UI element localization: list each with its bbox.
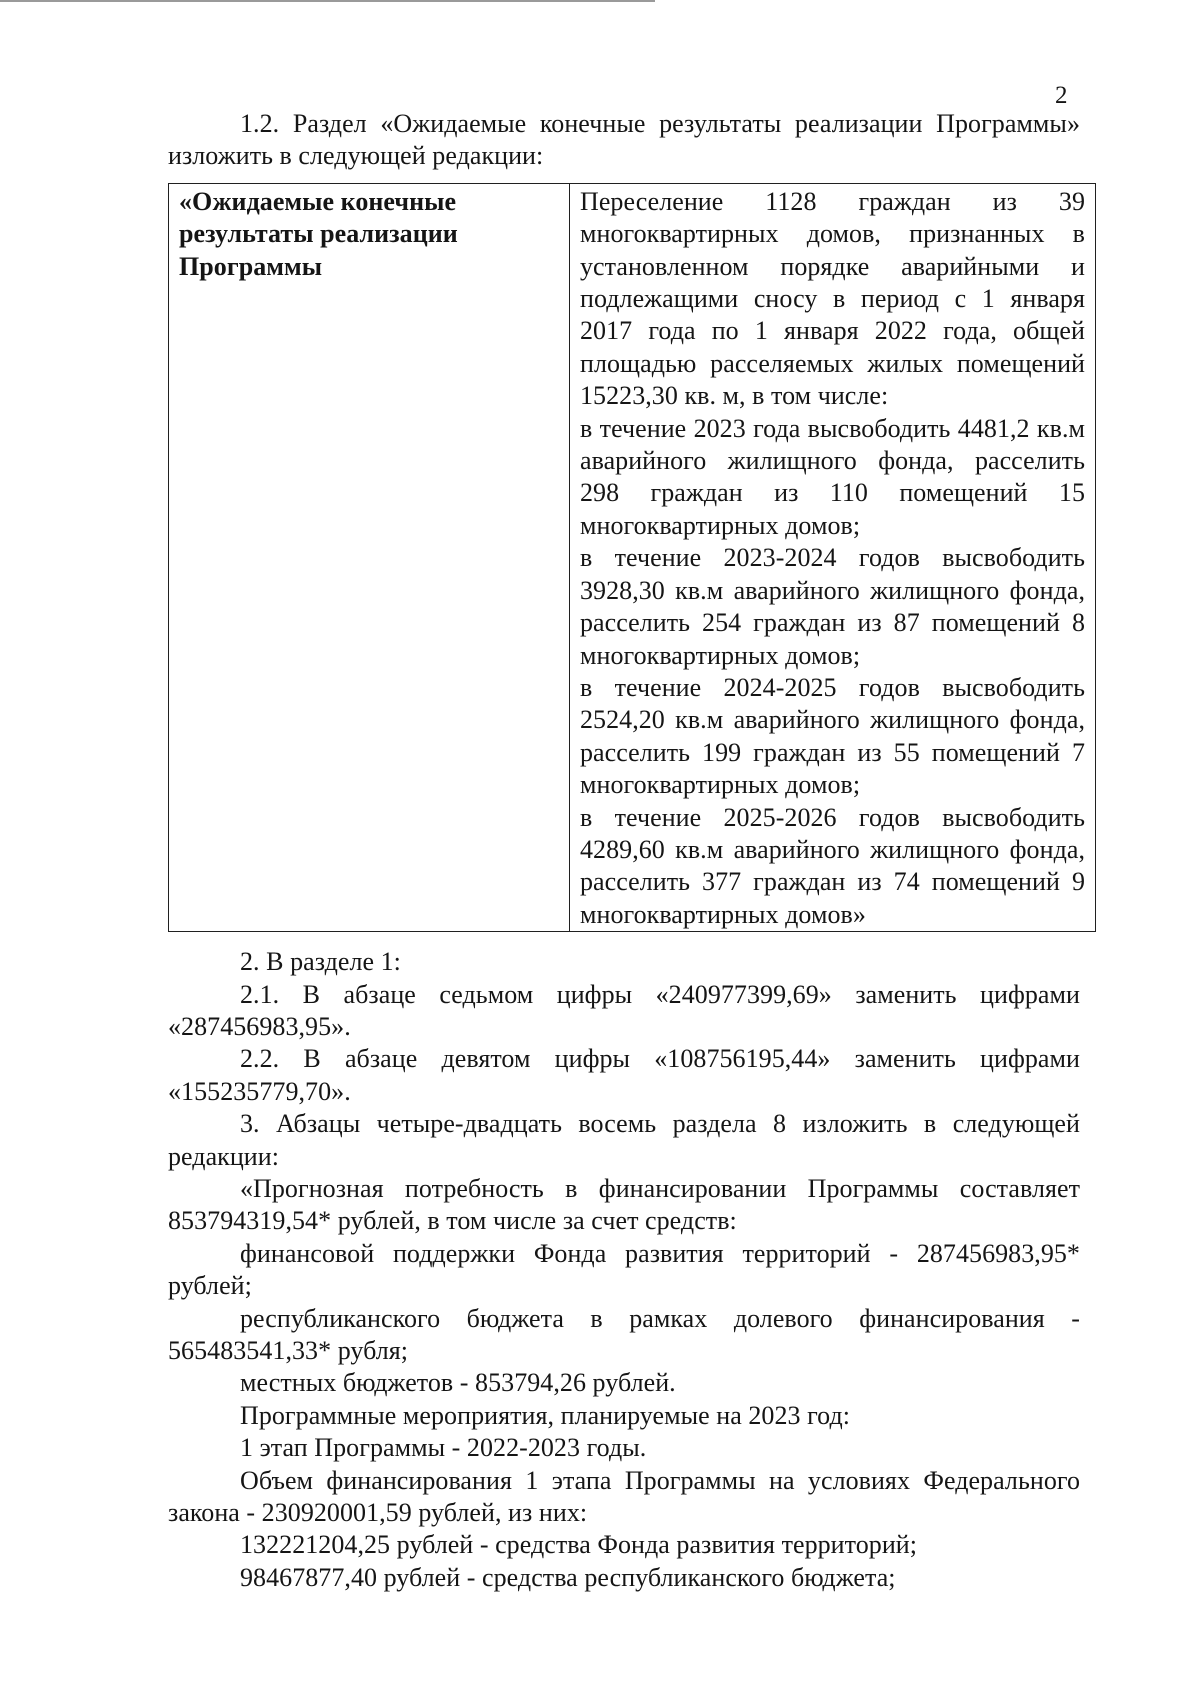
results-table-wrapper: [168, 183, 1085, 932]
paragraph-2-1: 2.1. В абзаце седьмом цифры «240977399,69» заменить цифрами «287456983,95».: [168, 979, 1080, 1041]
results-line-5: в течение 2025-2026 годов высвободить 4289,60 кв.м аварийного жилищного фонда, расселить 377 граждан из 74 помещений 9 многоквартирных домов»: [580, 802, 1085, 929]
intro-paragraph: 1.2. Раздел «Ожидаемые конечные результаты реализации Программы» изложить в следующей редакции:: [168, 109, 1080, 171]
paragraph-section-1: 2. В разделе 1:: [240, 947, 401, 977]
results-table: [168, 183, 1096, 932]
paragraph-2-2: 2.2. В абзаце девятом цифры «108756195,44» заменить цифрами «155235779,70».: [168, 1044, 1080, 1106]
local-budget-paragraph: местных бюджетов - 853794,26 рублей.: [240, 1368, 676, 1398]
results-line-4: в течение 2024-2025 годов высвободить 2524,20 кв.м аварийного жилищного фонда, расселить 199 граждан из 55 помещений 7 многоквартирных домов;: [580, 672, 1085, 800]
program-events-paragraph: Программные мероприятия, планируемые на 2023 год:: [240, 1400, 851, 1430]
results-line-1: Переселение 1128 граждан из 39 многоквартирных домов, признанных в установленном порядке аварийными и подлежащими сносу в период с 1 января 2017 года по 1 января 2022 года, общей площадью расселяемых жилых помещений 15223,30 кв. м, в том числе:: [580, 186, 1085, 411]
document-body: [168, 108, 1085, 1594]
fund-amount-paragraph: 132221204,25 рублей - средства Фонда развития территорий;: [240, 1530, 918, 1560]
results-table-right-cell: [570, 183, 1096, 931]
results-line-2: в течение 2023 года высвободить 4481,2 кв.м аварийного жилищного фонда, расселить 298 граждан из 110 помещений 15 многоквартирных домов;: [580, 413, 1085, 540]
stage-financing-paragraph: Объем финансирования 1 этапа Программы на условиях Федерального закона - 230920001,59 рублей, из них:: [168, 1465, 1080, 1528]
scan-edge-line: [0, 0, 655, 2]
page-number: 2: [1055, 82, 1068, 109]
republican-budget-paragraph: республиканского бюджета в рамках долевого финансирования - 565483541,33* рубля;: [168, 1303, 1080, 1366]
republican-amount-paragraph: 98467877,40 рублей - средства республиканского бюджета;: [240, 1562, 896, 1592]
paragraph-3: 3. Абзацы четыре-двадцать восемь раздела 8 изложить в следующей редакции:: [168, 1109, 1080, 1171]
financing-need-paragraph: «Прогнозная потребность в финансировании Программы составляет 853794319,54* рублей, в том числе за счет средств:: [168, 1174, 1080, 1236]
results-line-3: в течение 2023-2024 годов высвободить 3928,30 кв.м аварийного жилищного фонда, расселить 254 граждан из 87 помещений 8 многоквартирных домов;: [580, 543, 1085, 670]
program-stage-paragraph: 1 этап Программы - 2022-2023 годы.: [240, 1433, 647, 1463]
fund-support-paragraph: финансовой поддержки Фонда развития территорий - 287456983,95* рублей;: [168, 1238, 1080, 1301]
results-table-row: [169, 183, 1096, 931]
results-table-left-cell: «Ожидаемые конечные результаты реализации Программы: [169, 183, 570, 931]
